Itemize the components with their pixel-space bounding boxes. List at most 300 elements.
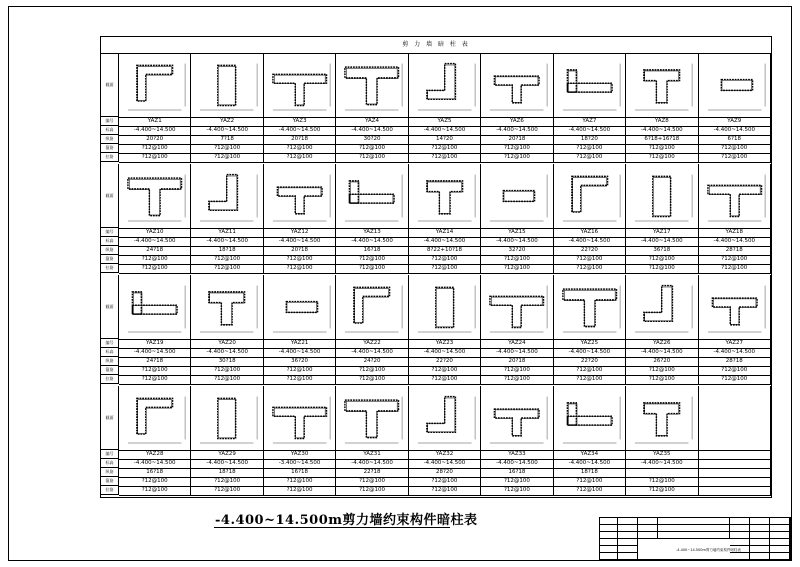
- longitudinal-cell: 20?18: [264, 135, 336, 144]
- section-drawing-YAZ12: [264, 164, 335, 228]
- longitudinal-cell: 18?18: [191, 246, 263, 255]
- elevation-cell: -4.400~14.500: [264, 348, 336, 357]
- section-drawing-YAZ23: [409, 275, 480, 339]
- tie-cell: ?12@100: [554, 153, 626, 162]
- stirrup-cell: ?12@100: [699, 255, 771, 264]
- stirrup-cell: ?12@100: [409, 144, 481, 153]
- number-cell: YAZ19: [119, 339, 191, 348]
- tie-cell: ?12@100: [336, 375, 408, 384]
- elevation-cell: -4.400~14.500: [554, 237, 626, 246]
- number-cell: YAZ33: [481, 450, 553, 459]
- number-cell: YAZ8: [626, 117, 698, 126]
- section-cell: [699, 164, 771, 228]
- stirrup-cell: ?12@100: [336, 255, 408, 264]
- longitudinal-cell: [626, 468, 698, 477]
- section-cell: [409, 386, 481, 450]
- elevation-cell: [699, 459, 771, 468]
- stirrup-cell: ?12@100: [554, 144, 626, 153]
- section-cell: [119, 164, 191, 228]
- section-drawing-YAZ29: [191, 386, 262, 450]
- section-cell: [264, 53, 336, 117]
- section-drawing-YAZ19: [119, 275, 190, 339]
- longitudinal-cell: 6?18+16?18: [626, 135, 698, 144]
- tie-cell: ?12@100: [481, 153, 553, 162]
- elevation-cell: -4.400~14.500: [481, 459, 553, 468]
- section-drawing-YAZ30: [264, 386, 335, 450]
- number-cell: YAZ27: [699, 339, 771, 348]
- row-label-elevation: 标高: [101, 237, 119, 246]
- number-cell: YAZ17: [626, 228, 698, 237]
- schedule-row-tie: [119, 153, 771, 163]
- elevation-cell: -4.400~14.500: [554, 459, 626, 468]
- stirrup-cell: ?12@100: [336, 366, 408, 375]
- section-drawing-YAZ26: [626, 275, 697, 339]
- table-title: 剪 力 墙 暗 柱 表: [101, 37, 771, 54]
- title-block-cell: [730, 553, 750, 560]
- caption-underline: [214, 527, 450, 528]
- longitudinal-cell: 28?18: [699, 246, 771, 255]
- title-block-cell: [600, 539, 618, 546]
- row-label-number: 编号: [101, 228, 119, 237]
- title-block-cell: [618, 525, 638, 532]
- title-block-cell: [770, 546, 790, 553]
- title-block-cell: [730, 525, 750, 532]
- title-block-cell: [730, 532, 750, 539]
- stirrup-cell: ?12@100: [481, 144, 553, 153]
- section-cell: [481, 53, 553, 117]
- title-block-cell: [638, 518, 658, 525]
- title-block-drawing-name: -4.400~14.500m剪力墙约束构件暗柱表: [676, 548, 741, 552]
- section-cell: [626, 275, 698, 339]
- tie-cell: ?12@100: [264, 264, 336, 273]
- number-cell: YAZ14: [409, 228, 481, 237]
- elevation-cell: -4.400~14.500: [481, 126, 553, 135]
- number-cell: YAZ24: [481, 339, 553, 348]
- tie-cell: ?12@100: [554, 375, 626, 384]
- title-block-cell: [770, 553, 790, 560]
- tie-cell: ?12@100: [264, 375, 336, 384]
- elevation-cell: -4.400~14.500: [336, 237, 408, 246]
- section-cell: [626, 53, 698, 117]
- number-cell: YAZ18: [699, 228, 771, 237]
- elevation-cell: -4.400~14.500: [191, 459, 263, 468]
- section-cell: [554, 53, 626, 117]
- stirrup-cell: ?12@100: [264, 144, 336, 153]
- section-cell: [191, 53, 263, 117]
- row-label-elevation: 标高: [101, 459, 119, 468]
- section-drawing-YAZ18: [699, 164, 770, 228]
- row-label-longitudinal: 纵筋: [101, 357, 119, 366]
- number-cell: YAZ16: [554, 228, 626, 237]
- title-block-cell: [730, 518, 750, 525]
- elevation-cell: -4.400~14.500: [336, 459, 408, 468]
- title-block-cell: [600, 553, 618, 560]
- section-drawing-YAZ7: [554, 53, 625, 117]
- section-cell: [264, 386, 336, 450]
- section-drawing-YAZ1: [119, 53, 190, 117]
- longitudinal-cell: 20?18: [481, 357, 553, 366]
- elevation-cell: -4.400~14.500: [264, 237, 336, 246]
- row-label-longitudinal: 纵筋: [101, 135, 119, 144]
- elevation-cell: -4.400~14.500: [119, 348, 191, 357]
- row-label-tie: 拉筋: [101, 375, 119, 384]
- section-cell: [481, 386, 553, 450]
- elevation-cell: -4.400~14.500: [119, 237, 191, 246]
- stirrup-cell: ?12@100: [626, 144, 698, 153]
- row-label-tie: 拉筋: [101, 264, 119, 273]
- section-cell: [264, 275, 336, 339]
- longitudinal-cell: 30?20: [336, 135, 408, 144]
- stirrup-cell: ?12@100: [119, 255, 191, 264]
- longitudinal-cell: 16?18: [119, 468, 191, 477]
- elevation-cell: -4.400~14.500: [699, 348, 771, 357]
- title-block-cell: [618, 518, 638, 525]
- elevation-cell: -4.400~14.500: [409, 348, 481, 357]
- section-drawing-YAZ27: [699, 275, 770, 339]
- tie-cell: ?12@100: [699, 375, 771, 384]
- number-cell: YAZ11: [191, 228, 263, 237]
- title-block-cell: [770, 518, 790, 525]
- row-label-section: 截面: [101, 275, 119, 339]
- number-cell: YAZ28: [119, 450, 191, 459]
- elevation-cell: -4.400~14.500: [481, 237, 553, 246]
- schedule-row-tie: [119, 264, 771, 274]
- stirrup-cell: ?12@100: [191, 477, 263, 486]
- longitudinal-cell: 18?20: [554, 135, 626, 144]
- row-label-number: 编号: [101, 450, 119, 459]
- drawing-caption: -4.400~14.500m剪力墙约束构件暗柱表: [215, 513, 478, 528]
- tie-cell: ?12@100: [191, 264, 263, 273]
- title-block: [599, 517, 791, 560]
- title-block-cell: [750, 525, 770, 532]
- longitudinal-cell: 7?18: [191, 135, 263, 144]
- tie-cell: ?12@100: [554, 486, 626, 495]
- section-cell: [554, 164, 626, 228]
- stirrup-cell: ?12@100: [481, 366, 553, 375]
- section-cell: [336, 275, 408, 339]
- section-drawing-YAZ2: [191, 53, 262, 117]
- number-cell: YAZ32: [409, 450, 481, 459]
- schedule-block-1: [101, 53, 771, 164]
- elevation-cell: -4.400~14.500: [699, 126, 771, 135]
- number-cell: YAZ7: [554, 117, 626, 126]
- section-drawing-YAZ14: [409, 164, 480, 228]
- elevation-cell: -4.400~14.500: [119, 126, 191, 135]
- elevation-cell: -4.400~14.500: [119, 459, 191, 468]
- row-label-stirrup: 箍筋: [101, 366, 119, 375]
- section-drawing-row: [119, 53, 771, 118]
- number-cell: YAZ30: [264, 450, 336, 459]
- title-block-cell: [750, 553, 770, 560]
- row-label-elevation: 标高: [101, 126, 119, 135]
- number-cell: [699, 450, 771, 459]
- stirrup-cell: ?12@100: [554, 366, 626, 375]
- section-cell: [409, 53, 481, 117]
- longitudinal-cell: 28?18: [699, 357, 771, 366]
- section-drawing-YAZ5: [409, 53, 480, 117]
- tie-cell: ?12@100: [699, 264, 771, 273]
- section-drawing-row: [119, 386, 771, 451]
- row-label-stirrup: 箍筋: [101, 477, 119, 486]
- number-cell: YAZ5: [409, 117, 481, 126]
- section-drawing-YAZ32: [409, 386, 480, 450]
- title-block-cell: [730, 539, 750, 546]
- stirrup-cell: ?12@100: [481, 255, 553, 264]
- section-cell: [481, 164, 553, 228]
- row-label-tie: 拉筋: [101, 153, 119, 162]
- elevation-cell: -4.400~14.500: [699, 237, 771, 246]
- longitudinal-cell: [699, 468, 771, 477]
- row-label-number: 编号: [101, 339, 119, 348]
- elevation-cell: -4.400~14.500: [191, 237, 263, 246]
- section-cell: [409, 164, 481, 228]
- elevation-cell: -4.400~14.500: [409, 126, 481, 135]
- row-label-stirrup: 箍筋: [101, 255, 119, 264]
- section-drawing-YAZ17: [626, 164, 697, 228]
- tie-cell: ?12@100: [409, 486, 481, 495]
- elevation-cell: -4.400~14.500: [626, 348, 698, 357]
- stirrup-cell: ?12@100: [626, 366, 698, 375]
- stirrup-cell: ?12@100: [699, 144, 771, 153]
- elevation-cell: -4.400~14.500: [336, 348, 408, 357]
- section-drawing-YAZ33: [481, 386, 552, 450]
- elevation-cell: -4.400~14.500: [409, 459, 481, 468]
- longitudinal-cell: 36?18: [626, 246, 698, 255]
- stirrup-cell: ?12@100: [264, 477, 336, 486]
- longitudinal-cell: 30?18: [191, 357, 263, 366]
- longitudinal-cell: 24?20: [336, 357, 408, 366]
- section-cell: [554, 275, 626, 339]
- stirrup-cell: ?12@100: [409, 477, 481, 486]
- number-cell: YAZ10: [119, 228, 191, 237]
- title-block-cell: [600, 532, 618, 539]
- tie-cell: ?12@100: [264, 486, 336, 495]
- number-cell: YAZ22: [336, 339, 408, 348]
- section-cell: [336, 164, 408, 228]
- longitudinal-cell: 16?18: [264, 468, 336, 477]
- tie-cell: ?12@100: [626, 375, 698, 384]
- stirrup-cell: ?12@100: [626, 477, 698, 486]
- title-block-cell: [600, 525, 618, 532]
- tie-cell: ?12@100: [409, 375, 481, 384]
- tie-cell: ?12@100: [481, 375, 553, 384]
- longitudinal-cell: 18?18: [191, 468, 263, 477]
- stirrup-cell: ?12@100: [626, 255, 698, 264]
- section-drawing-YAZ21: [264, 275, 335, 339]
- tie-cell: ?12@100: [409, 264, 481, 273]
- section-cell: [119, 386, 191, 450]
- stirrup-cell: ?12@100: [336, 144, 408, 153]
- tie-cell: ?12@100: [191, 375, 263, 384]
- number-cell: YAZ4: [336, 117, 408, 126]
- section-drawing-YAZ10: [119, 164, 190, 228]
- number-cell: YAZ26: [626, 339, 698, 348]
- longitudinal-cell: 36?20: [264, 357, 336, 366]
- row-label-longitudinal: 纵筋: [101, 246, 119, 255]
- section-drawing-YAZ6: [481, 53, 552, 117]
- longitudinal-cell: 8?22+10?18: [409, 246, 481, 255]
- section-cell: [191, 164, 263, 228]
- title-block-cell: [770, 532, 790, 539]
- number-cell: YAZ13: [336, 228, 408, 237]
- section-drawing-YAZ24: [481, 275, 552, 339]
- schedule-block-3: [101, 275, 771, 386]
- elevation-cell: -4.400~14.500: [481, 348, 553, 357]
- elevation-cell: -4.400~14.500: [191, 348, 263, 357]
- section-cell: [336, 53, 408, 117]
- number-cell: YAZ12: [264, 228, 336, 237]
- tie-cell: ?12@100: [119, 153, 191, 162]
- stirrup-cell: ?12@100: [481, 477, 553, 486]
- section-drawing-YAZ20: [191, 275, 262, 339]
- stirrup-cell: ?12@100: [336, 477, 408, 486]
- number-cell: YAZ2: [191, 117, 263, 126]
- number-cell: YAZ21: [264, 339, 336, 348]
- longitudinal-cell: 26?20: [626, 357, 698, 366]
- stirrup-cell: ?12@100: [119, 477, 191, 486]
- section-cell: [699, 386, 771, 450]
- longitudinal-cell: 16?18: [336, 246, 408, 255]
- longitudinal-cell: 22?20: [409, 357, 481, 366]
- longitudinal-cell: 6?18: [699, 135, 771, 144]
- tie-cell: ?12@100: [119, 264, 191, 273]
- stirrup-cell: ?12@100: [191, 255, 263, 264]
- section-cell: [626, 386, 698, 450]
- section-drawing-YAZ16: [554, 164, 625, 228]
- stirrup-cell: ?12@100: [554, 477, 626, 486]
- number-cell: YAZ15: [481, 228, 553, 237]
- section-cell: [626, 164, 698, 228]
- title-block-cell: [600, 546, 618, 553]
- row-label-number: 编号: [101, 117, 119, 126]
- tie-cell: ?12@100: [264, 153, 336, 162]
- elevation-cell: -4.400~14.500: [626, 459, 698, 468]
- stirrup-cell: ?12@100: [119, 144, 191, 153]
- section-cell: [264, 164, 336, 228]
- column-schedule-table: [100, 36, 772, 498]
- stirrup-cell: [699, 477, 771, 486]
- longitudinal-cell: 24?18: [119, 246, 191, 255]
- stirrup-cell: ?12@100: [699, 366, 771, 375]
- longitudinal-cell: 22?20: [554, 246, 626, 255]
- elevation-cell: -4.400~14.500: [191, 126, 263, 135]
- stirrup-cell: ?12@100: [191, 366, 263, 375]
- number-cell: YAZ6: [481, 117, 553, 126]
- title-block-cell: [618, 539, 638, 546]
- title-block-cell: [658, 518, 730, 525]
- schedule-row-tie: [119, 375, 771, 385]
- elevation-cell: -3.400~14.500: [264, 459, 336, 468]
- tie-cell: ?12@100: [191, 153, 263, 162]
- number-cell: YAZ9: [699, 117, 771, 126]
- title-block-cell: [750, 532, 770, 539]
- section-drawing-row: [119, 164, 771, 229]
- section-cell: [336, 386, 408, 450]
- tie-cell: ?12@100: [481, 486, 553, 495]
- row-label-section: 截面: [101, 386, 119, 450]
- stirrup-cell: ?12@100: [409, 366, 481, 375]
- section-drawing-YAZ15: [481, 164, 552, 228]
- section-drawing-YAZ35: [626, 386, 697, 450]
- section-cell: [481, 275, 553, 339]
- section-cell: [699, 53, 771, 117]
- row-label-section: 截面: [101, 164, 119, 228]
- longitudinal-cell: 14?20: [409, 135, 481, 144]
- number-cell: YAZ35: [626, 450, 698, 459]
- tie-cell: ?12@100: [191, 486, 263, 495]
- tie-cell: ?12@100: [119, 486, 191, 495]
- number-cell: YAZ23: [409, 339, 481, 348]
- tie-cell: ?12@100: [481, 264, 553, 273]
- number-cell: YAZ29: [191, 450, 263, 459]
- title-block-cell: [618, 532, 638, 539]
- title-block-cell: [770, 539, 790, 546]
- title-block-cell: [658, 532, 730, 539]
- longitudinal-cell: 16?18: [481, 468, 553, 477]
- number-cell: YAZ34: [554, 450, 626, 459]
- section-drawing-YAZ4: [336, 53, 407, 117]
- number-cell: YAZ1: [119, 117, 191, 126]
- row-label-stirrup: 箍筋: [101, 144, 119, 153]
- number-cell: YAZ20: [191, 339, 263, 348]
- longitudinal-cell: 22?18: [336, 468, 408, 477]
- title-block-cell: [600, 518, 618, 525]
- tie-cell: ?12@100: [554, 264, 626, 273]
- section-drawing-YAZ3: [264, 53, 335, 117]
- tie-cell: ?12@100: [699, 153, 771, 162]
- tie-cell: ?12@100: [626, 486, 698, 495]
- number-cell: YAZ3: [264, 117, 336, 126]
- section-cell: [119, 275, 191, 339]
- stirrup-cell: ?12@100: [119, 366, 191, 375]
- section-drawing-YAZ34: [554, 386, 625, 450]
- section-drawing-YAZ28: [119, 386, 190, 450]
- longitudinal-cell: 20?18: [264, 246, 336, 255]
- section-cell: [119, 53, 191, 117]
- tie-cell: [699, 486, 771, 495]
- schedule-row-tie: [119, 486, 771, 496]
- title-block-cell: [750, 518, 770, 525]
- section-cell: [191, 275, 263, 339]
- schedule-block-2: [101, 164, 771, 275]
- tie-cell: ?12@100: [626, 264, 698, 273]
- tie-cell: ?12@100: [336, 264, 408, 273]
- title-block-cell: [638, 532, 658, 539]
- row-label-section: 截面: [101, 53, 119, 117]
- longitudinal-cell: 20?18: [481, 135, 553, 144]
- section-cell: [409, 275, 481, 339]
- section-drawing-YAZ22: [336, 275, 407, 339]
- row-label-longitudinal: 纵筋: [101, 468, 119, 477]
- stirrup-cell: ?12@100: [264, 366, 336, 375]
- elevation-cell: -4.400~14.500: [409, 237, 481, 246]
- elevation-cell: -4.400~14.500: [626, 126, 698, 135]
- section-cell: [699, 275, 771, 339]
- tie-cell: ?12@100: [336, 153, 408, 162]
- title-block-cell: [750, 539, 770, 546]
- section-cell: [191, 386, 263, 450]
- schedule-block-4: [101, 386, 771, 497]
- tie-cell: ?12@100: [336, 486, 408, 495]
- section-drawing-YAZ25: [554, 275, 625, 339]
- elevation-cell: -4.400~14.500: [554, 126, 626, 135]
- title-block-cell: [770, 525, 790, 532]
- stirrup-cell: ?12@100: [409, 255, 481, 264]
- number-cell: YAZ25: [554, 339, 626, 348]
- title-block-cell: [658, 525, 730, 532]
- section-cell: [554, 386, 626, 450]
- longitudinal-cell: 22?20: [554, 357, 626, 366]
